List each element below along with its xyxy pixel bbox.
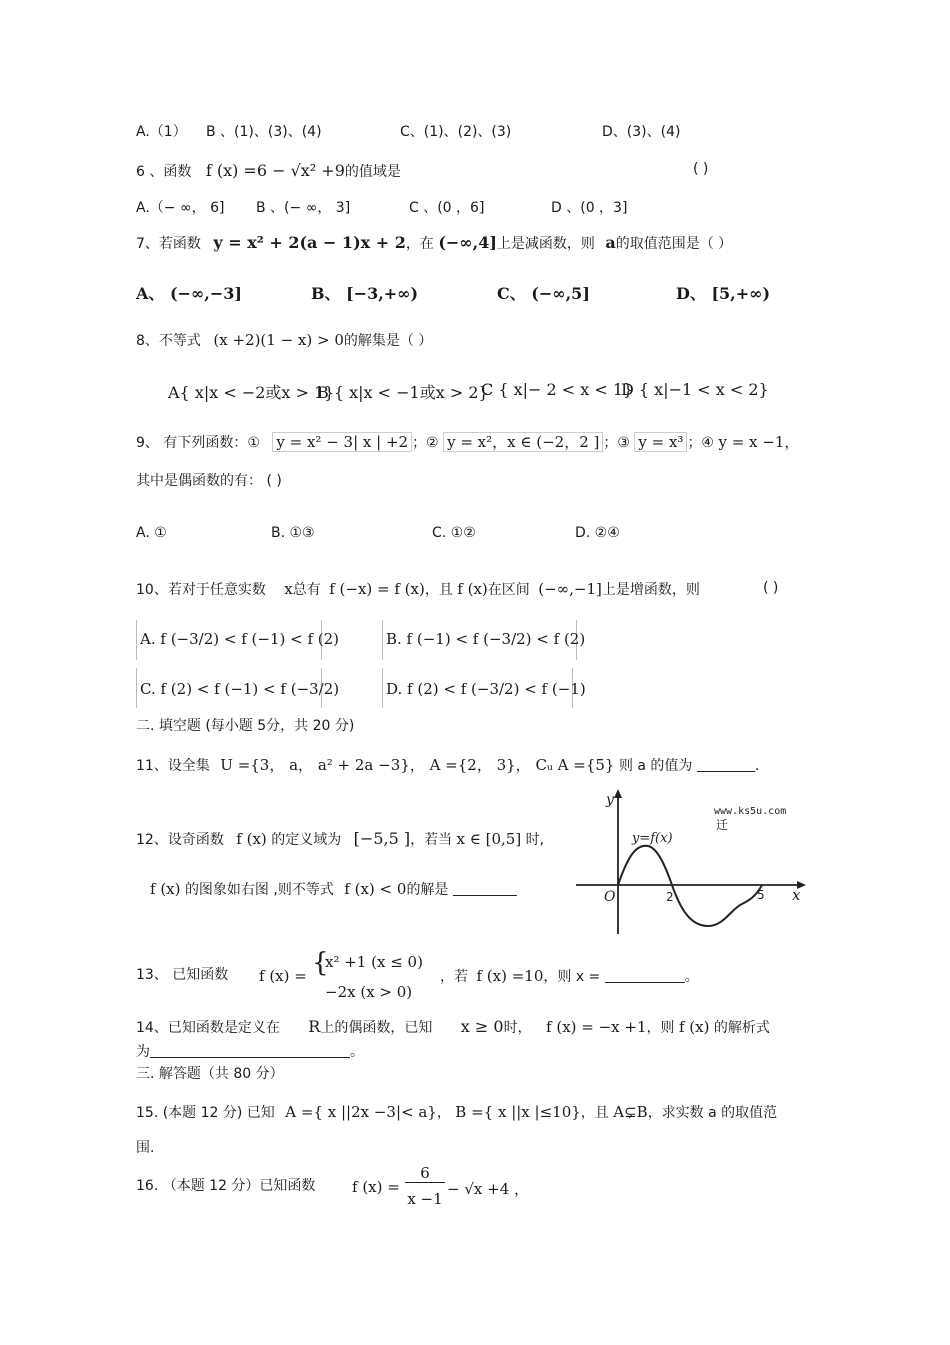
q7-option-b: B、 [−3,+∞) bbox=[311, 284, 419, 303]
q6-tail: 的值域是 bbox=[344, 164, 401, 180]
q15-stem: 15. (本题 12 分) 已知 bbox=[136, 1105, 275, 1121]
function-label: y=f(x) bbox=[632, 831, 673, 846]
q8-formula: (x +2)(1 − x) > 0 bbox=[213, 331, 344, 349]
q7-var: a bbox=[605, 233, 616, 252]
q14-fx: f (x) bbox=[678, 1018, 710, 1036]
q13-mid: ，若 bbox=[440, 969, 468, 985]
q16-rest: − √x +4 ， bbox=[447, 1180, 530, 1198]
q6-paren: ( ) bbox=[693, 161, 709, 177]
q14-line2-text: 为 bbox=[136, 1044, 150, 1060]
q11-stem: 11、设全集 bbox=[136, 758, 210, 774]
q14-mid2: 时， bbox=[503, 1020, 532, 1036]
q7-option-d: D、 [5,+∞) bbox=[676, 284, 771, 303]
watermark-glyph: 迁 bbox=[716, 818, 729, 832]
q6-stem: 6 、函数 bbox=[136, 164, 192, 180]
q16-fx: f (x) = bbox=[352, 1178, 400, 1196]
q7-formula: y = x² + 2(a − 1)x + 2 bbox=[213, 233, 406, 252]
q9-stem: 9、 有下列函数：① bbox=[136, 435, 260, 451]
q12-question bbox=[136, 829, 544, 849]
q10-option-c: C. f (2) < f (−1) < f (−3/2) bbox=[140, 680, 340, 698]
q6-option-d: D 、(0 ，3] bbox=[551, 200, 628, 216]
q9-question bbox=[136, 433, 799, 452]
q12-cond: x ∈ [0,5] bbox=[456, 830, 522, 848]
q14-tail: ，则 bbox=[646, 1020, 675, 1036]
q13-case-2: −2x (x > 0) bbox=[325, 983, 413, 1001]
q10-mid2: ，且 bbox=[424, 582, 453, 598]
q14-line-2 bbox=[136, 1043, 364, 1061]
tick-label-5: 5 bbox=[757, 888, 765, 902]
q10-eq: f (−x) = f (x) bbox=[329, 580, 425, 598]
q10-option-b: B. f (−1) < f (−3/2) < f (2) bbox=[386, 630, 586, 648]
q15-tail: ，求实数 a 的取值范 bbox=[647, 1105, 778, 1121]
q9-option-b: B. ①③ bbox=[271, 525, 315, 541]
q14-answer-blank[interactable] bbox=[150, 1043, 350, 1058]
q10-option-d: D. f (2) < f (−3/2) < f (−1) bbox=[386, 680, 586, 698]
q9-option-c: C. ①② bbox=[432, 525, 476, 541]
q10-x: x bbox=[284, 580, 293, 598]
q5-option-c: C、(1)、(2)、(3) bbox=[400, 124, 512, 140]
q6-option-b: B 、(− ∞， 3] bbox=[256, 200, 351, 216]
q8-option-b: B { x|x < −1或x > 2} bbox=[317, 383, 489, 402]
q15-set-b: B ={ x ||x |≤10} bbox=[455, 1103, 581, 1121]
q10-mid: 总有 bbox=[292, 582, 321, 598]
q13-eq: f (x) =10 bbox=[476, 967, 544, 985]
q8-question bbox=[136, 331, 432, 350]
q11-end: . bbox=[754, 758, 760, 774]
q15-question bbox=[136, 1103, 777, 1122]
q5-option-d: D、(3)、(4) bbox=[602, 124, 681, 140]
q10-stem: 10、若对于任意实数 bbox=[136, 582, 266, 598]
q10-tail: 在区间 bbox=[487, 582, 530, 598]
origin-label: O bbox=[604, 889, 616, 905]
q12-answer-blank[interactable] bbox=[453, 881, 517, 896]
q14-end: 。 bbox=[350, 1044, 364, 1060]
q7-tail2: 的取值范围是（ ） bbox=[615, 236, 733, 252]
q8-option-d: D { x|−1 < x < 2} bbox=[621, 380, 769, 399]
q12-tail: 时, bbox=[525, 832, 545, 848]
section-3-heading: 三. 解答题（共 80 分） bbox=[136, 1066, 284, 1082]
q13-tail-line bbox=[440, 967, 699, 986]
q9-option-a: A. ① bbox=[136, 525, 167, 541]
q14-r: R bbox=[308, 1017, 321, 1036]
function-graph bbox=[572, 786, 808, 936]
q9-sep-4: ；④ bbox=[687, 435, 714, 451]
q6-option-a: A.（− ∞， 6] bbox=[136, 200, 225, 216]
tick-label-2: 2 bbox=[666, 890, 674, 904]
q12-mid: 的定义域为 bbox=[271, 832, 342, 848]
q11-answer-blank[interactable] bbox=[697, 757, 755, 772]
q11-tail: 则 a 的值为 bbox=[618, 758, 693, 774]
q10-interval: (−∞,−1] bbox=[538, 580, 602, 598]
q6-option-c: C 、(0 ，6] bbox=[409, 200, 485, 216]
q16-denominator: x −1 bbox=[407, 1190, 443, 1208]
q10-tail2: 上是增函数，则 bbox=[601, 582, 700, 598]
q15-mid: ， bbox=[436, 1105, 451, 1121]
q15-set-a: A ={ x ||2x −3|< a} bbox=[285, 1103, 437, 1121]
q7-tail: 上是减函数，则 bbox=[496, 236, 595, 252]
q12-line2-text: 的图象如右图 ,则不等式 bbox=[184, 882, 334, 898]
q5-option-a: A.（1） bbox=[136, 124, 187, 140]
q9-func-2: y = x²，x ∈ (−2，2 ] bbox=[443, 432, 603, 452]
q13-answer-blank[interactable] bbox=[605, 968, 685, 983]
q9-func-4: y = x −1， bbox=[718, 433, 800, 451]
q6-question bbox=[136, 161, 401, 181]
q13-end: 。 bbox=[684, 969, 699, 985]
q7-stem: 7、若函数 bbox=[136, 236, 201, 252]
q11-formula: U ={3， a， a² + 2a −3}， A ={2， 3}， Cᵤ A ={5} bbox=[220, 756, 615, 774]
q8-stem: 8、不等式 bbox=[136, 333, 201, 349]
y-axis-label: y bbox=[606, 792, 614, 808]
q9-option-d: D. ②④ bbox=[575, 525, 620, 541]
q9-line-2: 其中是偶函数的有： ( ) bbox=[136, 473, 282, 489]
y-axis-arrow bbox=[614, 789, 622, 798]
q7-question bbox=[136, 233, 732, 253]
q10-option-a: A. f (−3/2) < f (−1) < f (2) bbox=[140, 630, 340, 648]
q9-func-3: y = x³ bbox=[634, 432, 687, 452]
q12-stem: 12、设奇函数 bbox=[136, 832, 224, 848]
q12-fx: f (x) bbox=[236, 830, 267, 848]
q12-line2-fx: f (x) bbox=[150, 880, 181, 898]
q15-mid2: ，且 bbox=[580, 1105, 609, 1121]
q15-relation: A⊊B bbox=[613, 1103, 648, 1121]
x-axis-label: x bbox=[792, 886, 801, 904]
q12-domain: [−5,5 ] bbox=[353, 829, 411, 848]
q10-fx: f (x) bbox=[457, 580, 488, 598]
q8-tail: 的解集是（ ） bbox=[343, 333, 433, 349]
q7-option-a: A、 (−∞,−3] bbox=[136, 284, 242, 303]
q14-cond: x ≥ 0 bbox=[460, 1017, 504, 1036]
q5-option-b: B 、(1)、(3)、(4) bbox=[206, 124, 322, 140]
q8-option-c: C { x|− 2 < x < 1} bbox=[481, 380, 634, 399]
q11-question bbox=[136, 756, 759, 775]
q12-line2-ineq: f (x) < 0 bbox=[344, 880, 407, 898]
q13-brace: { bbox=[312, 948, 329, 978]
q12-line2-tail: 的解是 bbox=[406, 882, 449, 898]
q14-eq: f (x) = −x +1 bbox=[546, 1018, 647, 1036]
q7-option-c: C、 (−∞,5] bbox=[497, 284, 590, 303]
q13-stem: 13、 已知函数 bbox=[136, 967, 229, 983]
q8-option-a: A{ x|x < −2或x > 1} bbox=[168, 383, 335, 402]
q16-numerator: 6 bbox=[405, 1164, 445, 1183]
q12-line-2 bbox=[150, 880, 517, 899]
section-2-heading: 二. 填空题 (每小题 5分，共 20 分) bbox=[136, 718, 355, 734]
q10-paren: ( ) bbox=[763, 580, 779, 596]
q10-question bbox=[136, 580, 700, 599]
q7-interval: (−∞,4] bbox=[438, 233, 497, 252]
q12-mid2: ，若当 bbox=[410, 832, 453, 848]
watermark-text: www.ks5u.com bbox=[714, 806, 787, 817]
q14-mid: 上的偶函数，已知 bbox=[320, 1020, 433, 1036]
q6-formula: f (x) =6 − √x² +9 bbox=[205, 161, 345, 180]
q9-sep-2: ；② bbox=[412, 435, 439, 451]
q9-func-1: y = x² − 3| x | +2 bbox=[272, 432, 412, 452]
q13-case-1: x² +1 (x ≤ 0) bbox=[325, 953, 423, 971]
q16-stem: 16. （本题 12 分）已知函数 bbox=[136, 1178, 316, 1194]
q13-tail: ，则 x = bbox=[543, 969, 601, 985]
q7-mid: ，在 bbox=[405, 236, 434, 252]
q9-sep-3: ；③ bbox=[603, 435, 630, 451]
q13-fx: f (x) = bbox=[259, 967, 307, 985]
q14-tail2: 的解析式 bbox=[713, 1020, 770, 1036]
q15-line-2: 围. bbox=[136, 1140, 155, 1156]
q14-question bbox=[136, 1017, 770, 1037]
q14-stem: 14、已知函数是定义在 bbox=[136, 1020, 280, 1036]
